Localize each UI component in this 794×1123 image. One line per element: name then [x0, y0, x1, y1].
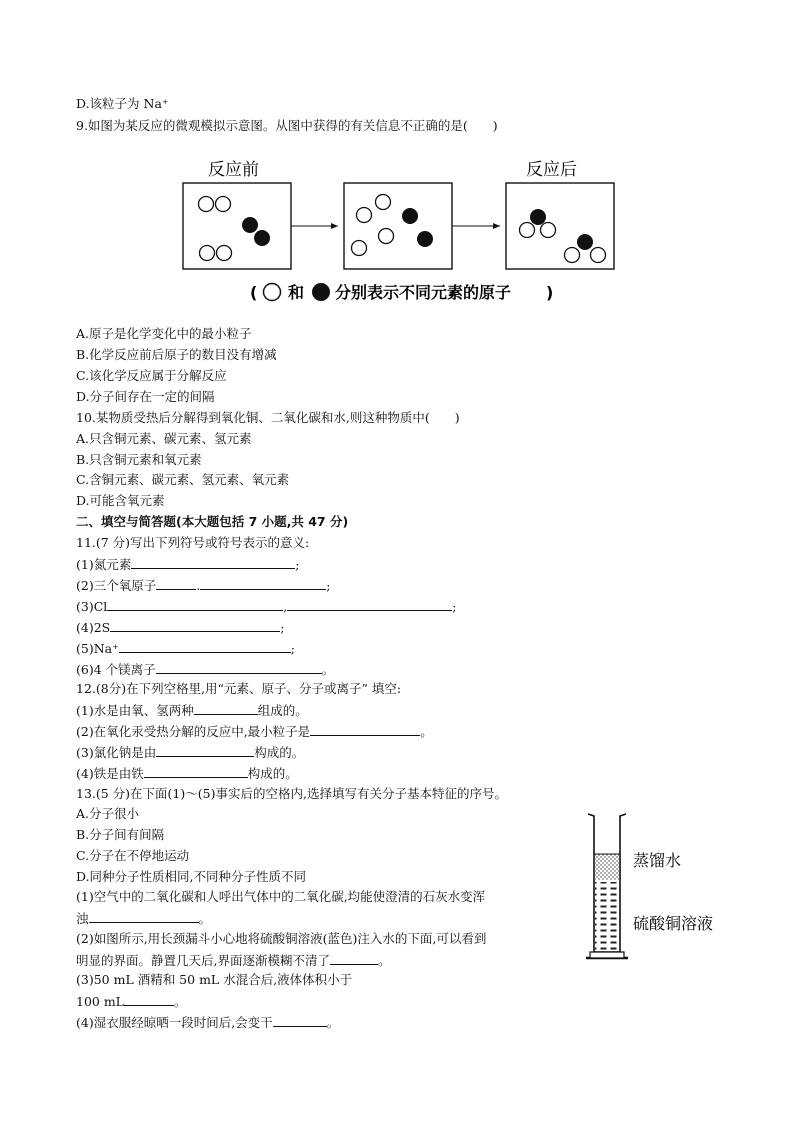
q11-item-3 [76, 598, 456, 615]
answer-blank[interactable] [144, 765, 248, 778]
q10-option-a: A.只含铜元素、碳元素、氢元素 [76, 431, 252, 446]
q11-item-1-end: ; [295, 557, 300, 572]
q9-stem: 9.如图为某反应的微观模拟示意图。从图中获得的有关信息不正确的是( ) [76, 118, 498, 133]
q13-q4-text: (4)湿衣服经晾晒一段时间后,会变干 [76, 1015, 273, 1030]
q12-item-1 [76, 702, 308, 719]
q11-stem: 11.(7 分)写出下列符号或符号表示的意义: [76, 535, 310, 550]
white-atom [357, 208, 372, 223]
q9-option-b: B.化学反应前后原子的数目没有增减 [76, 347, 277, 362]
q11-item-5 [76, 640, 295, 657]
white-atom [591, 248, 606, 263]
arrow-1-head [331, 223, 338, 229]
q10-option-b: B.只含铜元素和氧元素 [76, 452, 202, 467]
answer-blank[interactable] [110, 619, 280, 632]
q13-stem: 13.(5 分)在下面(1)～(5)事实后的空格内,选择填写有关分子基本特征的序号。 [76, 786, 507, 801]
q12-item-4 [76, 765, 298, 782]
q11-item-2 [76, 577, 330, 594]
white-atom-legend-icon [264, 284, 281, 301]
q12-item-1-post: 组成的。 [257, 703, 308, 718]
q12-item-1-pre: (1)水是由氧、氢两种 [76, 703, 194, 718]
answer-blank[interactable] [200, 577, 326, 590]
arrow-2-head [493, 223, 500, 229]
white-atom [520, 223, 535, 238]
answer-blank[interactable] [124, 993, 174, 1006]
answer-blank[interactable] [156, 577, 196, 590]
q13-q2-line2-text: 明显的界面。静置几天后,界面逐渐模糊不清了 [76, 953, 330, 968]
q11-item-4-label: (4)2S [76, 620, 111, 635]
caption-open: ( [250, 283, 258, 302]
q11-item-3-end: ; [452, 599, 457, 614]
black-atom [577, 234, 593, 250]
q13-q4 [76, 1014, 339, 1031]
q12-item-3 [76, 744, 304, 761]
caption-close: ) [546, 283, 554, 302]
white-atom [200, 246, 215, 261]
black-atom [254, 230, 270, 246]
q13-q3-end: 。 [174, 994, 187, 1009]
q11-item-2-end: ; [326, 578, 331, 593]
q13-q1-line2-text: 浊 [76, 911, 89, 926]
answer-blank[interactable] [119, 640, 291, 653]
copper-sulfate-label: 硫酸铜溶液 [633, 914, 714, 933]
q9-option-a: A.原子是化学变化中的最小粒子 [76, 326, 252, 341]
q11-item-1-label: (1)氮元素 [76, 557, 132, 572]
q10-option-d: D.可能含氧元素 [76, 493, 165, 508]
answer-blank[interactable] [107, 598, 283, 611]
answer-blank[interactable] [287, 598, 452, 611]
q11-item-5-end: ; [290, 641, 295, 656]
q13-q3-line2-text: 100 mL [76, 994, 124, 1009]
q11-item-4-end: ; [280, 620, 285, 635]
q11-item-1 [76, 556, 299, 573]
answer-blank[interactable] [156, 661, 322, 674]
q11-item-6-end: 。 [321, 662, 335, 677]
caption-and: 和 [288, 283, 305, 302]
q12-item-2-pre: (2)在氧化汞受热分解的反应中,最小粒子是 [76, 724, 311, 739]
q10-option-c: C.含铜元素、碳元素、氢元素、氧元素 [76, 472, 290, 487]
q13-option-d: D.同种分子性质相同,不同种分子性质不同 [76, 869, 307, 884]
white-atom [376, 195, 391, 210]
q12-item-4-post: 构成的。 [247, 766, 298, 781]
white-atom [199, 197, 214, 212]
q13-option-c: C.分子在不停地运动 [76, 848, 190, 863]
q12-item-2-post: 。 [420, 724, 433, 739]
q13-q3-line2 [76, 993, 187, 1010]
white-atom [379, 229, 394, 244]
white-atom [217, 246, 232, 261]
q13-option-b: B.分子间有间隔 [76, 827, 165, 842]
copper-sulfate-layer [595, 882, 619, 952]
white-atom [565, 248, 580, 263]
q13-q4-end: 。 [326, 1015, 340, 1030]
q13-q2-end: 。 [377, 953, 391, 968]
white-atom [541, 223, 556, 238]
cylinder-figure [580, 808, 740, 964]
answer-blank[interactable] [194, 702, 258, 715]
black-atom [417, 231, 433, 247]
q12-item-2 [76, 723, 433, 740]
white-atom [216, 197, 231, 212]
black-atom [402, 208, 418, 224]
q12-item-4-pre: (4)铁是由铁 [76, 766, 144, 781]
distilled-water-label: 蒸馏水 [633, 851, 682, 870]
before-box [183, 183, 291, 269]
q13-q3-line1: (3)50 mL 酒精和 50 mL 水混合后,液体体积小于 [76, 972, 353, 987]
answer-blank[interactable] [273, 1014, 327, 1027]
q8-option-d: D.该粒子为 Na⁺ [76, 96, 169, 111]
q9-option-d: D.分子间存在一定的间隔 [76, 389, 215, 404]
black-atom [242, 217, 258, 233]
answer-blank[interactable] [131, 556, 295, 569]
q11-item-3-label: (3)Cl [76, 599, 108, 614]
after-label: 反应后 [526, 160, 577, 180]
q13-q1-line1: (1)空气中的二氧化碳和人呼出气体中的二氧化碳,均能使澄清的石灰水变浑 [76, 889, 486, 904]
caption-text: 分别表示不同元素的原子 [335, 283, 512, 302]
black-atom [530, 209, 546, 225]
q13-option-a: A.分子很小 [76, 806, 140, 821]
answer-blank[interactable] [156, 744, 254, 757]
q9-option-c: C.该化学反应属于分解反应 [76, 368, 227, 383]
before-label: 反应前 [208, 160, 259, 180]
q10-stem: 10.某物质受热后分解得到氧化铜、二氧化碳和水,则这种物质中( ) [76, 410, 460, 425]
q11-item-6-label: (6)4 个镁离子 [76, 662, 156, 677]
q12-item-3-pre: (3)氯化钠是由 [76, 745, 157, 760]
distilled-water-layer [595, 854, 619, 880]
q13-q1-line2 [76, 910, 211, 927]
q11-item-2-label: (2)三个氧原子 [76, 578, 157, 593]
q11-item-3-mid: , [283, 599, 288, 614]
q13-q2-line2 [76, 952, 391, 969]
q11-item-5-label: (5)Na⁺ [76, 641, 119, 656]
q13-q1-end: 。 [198, 911, 212, 926]
middle-box [344, 183, 452, 269]
answer-blank[interactable] [89, 910, 199, 923]
q11-item-6 [76, 661, 334, 678]
answer-blank[interactable] [310, 723, 420, 736]
q11-item-4 [76, 619, 284, 636]
answer-blank[interactable] [330, 952, 378, 965]
q12-item-3-post: 构成的。 [254, 745, 305, 760]
q11-item-2-mid: . [196, 578, 201, 593]
white-atom [352, 241, 367, 256]
q12-stem: 12.(8分)在下列空格里,用“元素、原子、分子或离子” 填空: [76, 681, 402, 696]
q13-q2-line1: (2)如图所示,用长颈漏斗小心地将硫酸铜溶液(蓝色)注入水的下面,可以看到 [76, 931, 487, 946]
reaction-diagram [180, 150, 620, 310]
black-atom-legend-icon [312, 283, 330, 301]
section-heading: 二、填空与简答题(本大题包括 7 小题,共 47 分) [76, 514, 349, 529]
